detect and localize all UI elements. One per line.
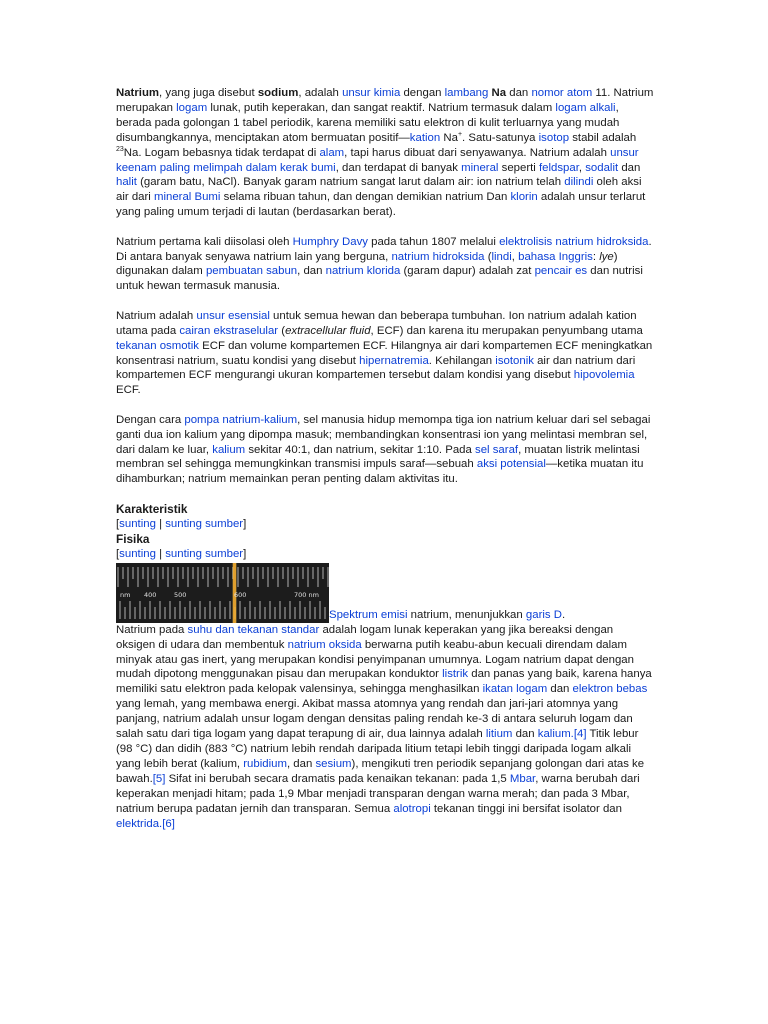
biology-paragraph [116, 309, 654, 398]
edit-links [116, 517, 654, 532]
link-feldspar[interactable]: feldspar [538, 161, 579, 174]
edit-link[interactable]: sunting [119, 547, 156, 560]
link-bahasa-inggris[interactable]: bahasa Inggris [518, 250, 593, 263]
text: Sifat ini berubah secara dramatis pada kenaikan tekanan: pada 1,5 [165, 772, 510, 785]
text: ), mengikuti tren periodik sepanjang golongan dari atas ke bawah. [116, 757, 645, 785]
link-hipernatremia[interactable]: hipernatremia [359, 354, 429, 367]
link-rubidium[interactable]: rubidium [243, 757, 287, 770]
link-mineral-bumi[interactable]: mineral Bumi [153, 191, 221, 204]
link-natrium-klorida[interactable]: natrium klorida [325, 265, 401, 278]
text: , tapi harus dibuat dari senyawanya. Natrium adalah [344, 146, 611, 159]
text: Natrium pertama kali diisolasi oleh [116, 235, 293, 248]
link-humphry-davy[interactable]: Humphry Davy [292, 235, 368, 248]
link-unsur-esensial[interactable]: unsur esensial [196, 309, 270, 322]
link-spektrum-emisi[interactable]: Spektrum emisi [329, 608, 408, 621]
text: dan [512, 728, 538, 741]
link-dilindi[interactable]: dilindi [564, 176, 594, 189]
intro-paragraph [116, 86, 654, 220]
section-heading-fisika: Fisika [116, 531, 150, 546]
text: dan [506, 87, 532, 99]
text: , [511, 250, 519, 263]
text: . Kehilangan [428, 354, 496, 367]
text: 11. Natrium merupakan [116, 87, 654, 114]
text: . [562, 608, 566, 621]
edit-source-link[interactable]: sunting sumber [165, 547, 244, 560]
link-sodalit[interactable]: sodalit [585, 161, 619, 174]
link-tekanan-osmotik[interactable]: tekanan osmotik [116, 339, 199, 352]
physics-paragraph [116, 623, 654, 832]
spectrum-label-400: 400 [144, 590, 157, 599]
link-ikatan-logam[interactable]: ikatan logam [482, 683, 548, 696]
link-aksi-potensial[interactable]: aksi potensial [476, 458, 546, 471]
text: Titik lebur (98 °C) dan didih (883 °C) natrium lebih rendah daripada litium tetapi lebih tinggi daripada logam alkali yang lebih berat (kalium, [116, 728, 639, 770]
text: tekanan tinggi ini bersifat isolator dan [430, 802, 622, 815]
spectrum-label-500: 500 [174, 590, 187, 599]
citation-6[interactable]: [6] [162, 817, 175, 830]
text: (garam dapur) adalah zat [400, 265, 535, 278]
text: selama ribuan tahun, dan dengan demikian natrium Dan [220, 191, 511, 204]
link-litium[interactable]: litium [485, 728, 513, 741]
link-pembuatan-sabun[interactable]: pembuatan sabun [205, 265, 298, 278]
link-hipovolemia[interactable]: hipovolemia [573, 369, 635, 382]
link-listrik[interactable]: listrik [442, 668, 469, 681]
link-cairan-ekstraselular[interactable]: cairan ekstraselular [179, 324, 279, 337]
text: sekitar 40:1, dan natrium, sekitar 1:10. Pada [245, 443, 476, 456]
bracket: [ [116, 517, 120, 530]
edit-source-link[interactable]: sunting sumber [165, 517, 244, 530]
link-unsur-keenam[interactable]: unsur keenam paling melimpah dalam kerak bumi [116, 146, 639, 174]
link-mineral[interactable]: mineral [461, 161, 499, 174]
text: , dan [297, 265, 326, 278]
text: ( [484, 250, 492, 263]
text: —ketika muatan itu dihamburkan; natrium memainkan peran penting dalam aktivitas itu. [116, 458, 644, 486]
italic-term: extracellular fluid [285, 324, 371, 337]
link-alotropi[interactable]: alotropi [393, 802, 431, 815]
spectrum-label-nm: nm [120, 590, 131, 599]
text: , sel manusia hidup memompa tiga ion natrium keluar dari sel sebagai ganti dua ion kalium yang dipompa masuk; membandingkan konsentrasi ion yang melintasi membran sel, dari dalam ke luar, [116, 413, 651, 456]
text: seperti [498, 161, 539, 174]
link-unsur-kimia[interactable]: unsur kimia [342, 87, 401, 99]
link-nomor-atom[interactable]: nomor atom [531, 87, 593, 99]
text: adalah unsur terlarut yang paling umum terjadi di lautan (berdasarkan berat). [116, 191, 646, 219]
text: , dan [286, 757, 316, 770]
link-elektron-bebas[interactable]: elektron bebas [572, 683, 648, 696]
text: Na. Logam bebasnya tidak terdapat di [123, 146, 320, 159]
link-suhu-tekanan-standar[interactable]: suhu dan tekanan standar [187, 623, 320, 636]
text: pada tahun 1807 melalui [367, 235, 500, 248]
figure [116, 563, 654, 623]
text: , warna berubah dari keperakan menjadi hitam; pada 1,9 Mbar menjadi transparan dengan warna merah; dan pada 3 Mbar, natrium berupa padatan jernih dan transparan. Semua [116, 772, 640, 815]
spectrum-label-600: 600 [234, 590, 247, 599]
text: adalah logam lunak keperakan yang jika bereaksi dengan oksigen di udara dan membentuk [116, 623, 614, 651]
bold-term: sodium [257, 87, 299, 99]
link-kalium[interactable]: kalium [212, 443, 246, 456]
section-heading-karakteristik: Karakteristik [116, 501, 188, 516]
text: oleh aksi air dari [116, 176, 642, 204]
bold-term: Na [491, 87, 507, 99]
link-pompa-natrium-kalium[interactable]: pompa natrium-kalium [184, 413, 298, 426]
text: stabil adalah [569, 131, 637, 144]
link-alam[interactable]: alam [319, 146, 345, 159]
italic-term: lye [599, 250, 614, 263]
link-logam-alkali[interactable]: logam alkali [555, 101, 616, 114]
text: (garam batu, NaCl). Banyak garam natrium sangat larut dalam air: ion natrium telah [136, 176, 565, 189]
link-elektrida[interactable]: elektrida. [116, 817, 163, 830]
text: , yang juga disebut [159, 87, 258, 99]
citation-5[interactable]: [5] [152, 772, 166, 785]
edit-links [116, 547, 654, 562]
text: , adalah [298, 87, 343, 99]
link-elektrolisis[interactable]: elektrolisis natrium hidroksida [499, 235, 649, 248]
article-body [116, 86, 654, 846]
history-paragraph [116, 235, 654, 295]
text: dan nutrisi untuk hewan termasuk manusia. [116, 265, 643, 293]
separator: | [155, 517, 166, 530]
link-kalium-2[interactable]: kalium. [537, 728, 574, 741]
text: dan panas yang baik, karena hanya memiliki satu elektron pada kelopak valensinya, sehingga menghasilkan [116, 668, 652, 696]
link-natrium-hidroksida[interactable]: natrium hidroksida [391, 250, 485, 263]
text: ECF. [116, 384, 141, 397]
link-sel-saraf[interactable]: sel saraf [475, 443, 519, 456]
emission-spectrum-image[interactable] [116, 563, 329, 623]
bracket: ] [243, 517, 247, 530]
bold-term: Natrium [116, 87, 160, 99]
separator: | [155, 547, 166, 560]
link-lambang[interactable]: lambang [444, 87, 489, 99]
link-sesium[interactable]: sesium [315, 757, 352, 770]
text: Natrium adalah [116, 309, 197, 322]
text: . Satu-satunya [462, 131, 539, 144]
edit-link[interactable]: sunting [119, 517, 156, 530]
bracket: [ [116, 547, 120, 560]
text: ( [278, 324, 286, 337]
text: Dengan cara [116, 413, 185, 426]
spectrum-label-700: 700 nm [294, 590, 319, 599]
text: yang lemah, yang membawa energi. Akibat massa atomnya yang rendah dan jari-jari atomnya yang panjang, natrium adalah unsur logam dengan densitas paling rendah ke-3 di antara seluruh logam dan salah satu dari tiga logam yang dapat terapung di air, dua lainnya adalah [116, 698, 633, 741]
text: , ECF) dan karena itu merupakan penyumbang utama [370, 324, 643, 337]
link-garis-d[interactable]: garis D [525, 608, 562, 621]
text: , [578, 161, 586, 174]
text: , dan terdapat di banyak [335, 161, 462, 174]
link-lindi[interactable]: lindi [491, 250, 512, 263]
link-kation[interactable]: kation [409, 131, 441, 144]
link-logam[interactable]: logam [176, 101, 208, 114]
text: untuk semua hewan dan beberapa tumbuhan. Ion natrium adalah kation utama pada [116, 309, 637, 337]
superscript: + [457, 130, 463, 138]
bracket: ] [243, 547, 247, 560]
text: berwarna putih keabu-abun kecuali direndam dalam minyak atau gas inert, yang merupakan kondisi penyimpanan umumnya. Logam natrium dapat dengan mudah dipotong menggunakan pisau dan merupakan konduktor [116, 638, 634, 681]
text: natrium, menunjukkan [407, 608, 526, 621]
text: lunak, putih keperakan, dan sangat reaktif. Natrium termasuk dalam [207, 101, 556, 114]
text: . Di antara banyak senyawa natrium lain yang berguna, [116, 235, 652, 263]
text: Natrium pada [116, 623, 188, 636]
link-isotonik[interactable]: isotonik [495, 354, 534, 367]
link-klorin[interactable]: klorin [510, 191, 538, 204]
pump-paragraph [116, 413, 654, 488]
superscript: 23 [116, 145, 124, 153]
figure-caption [329, 608, 565, 623]
text: , berada pada golongan 1 tabel periodik, karena memiliki satu elektron di kulit terluarnya yang mudah disumbangkannya, menciptakan atom bermuatan positif— [116, 101, 620, 144]
citation-4[interactable]: [4] [573, 728, 587, 741]
link-natrium-oksida[interactable]: natrium oksida [287, 638, 362, 651]
text: , muatan listrik melintasi membran sel sehingga memungkinkan transmisi impuls saraf—sebuah [116, 443, 640, 471]
text: ECF dan volume kompartemen ECF. Hilangnya air dari kompartemen ECF meningkatkan konsentrasi natrium, suatu kondisi yang disebut [116, 339, 653, 367]
text: Na [440, 131, 458, 144]
text: : [592, 250, 600, 263]
link-isotop[interactable]: isotop [538, 131, 570, 144]
text: dan [618, 161, 641, 174]
text: dengan [400, 87, 445, 99]
link-mbar[interactable]: Mbar [509, 772, 536, 785]
text: ) digunakan dalam [116, 250, 618, 278]
link-pencair-es[interactable]: pencair es [534, 265, 588, 278]
text: air dan natrium dari kompartemen ECF mengurangi ukuran kompartemen tersebut dalam kondisi yang disebut [116, 354, 636, 382]
text: dan [547, 683, 573, 696]
link-halit[interactable]: halit [116, 176, 137, 189]
